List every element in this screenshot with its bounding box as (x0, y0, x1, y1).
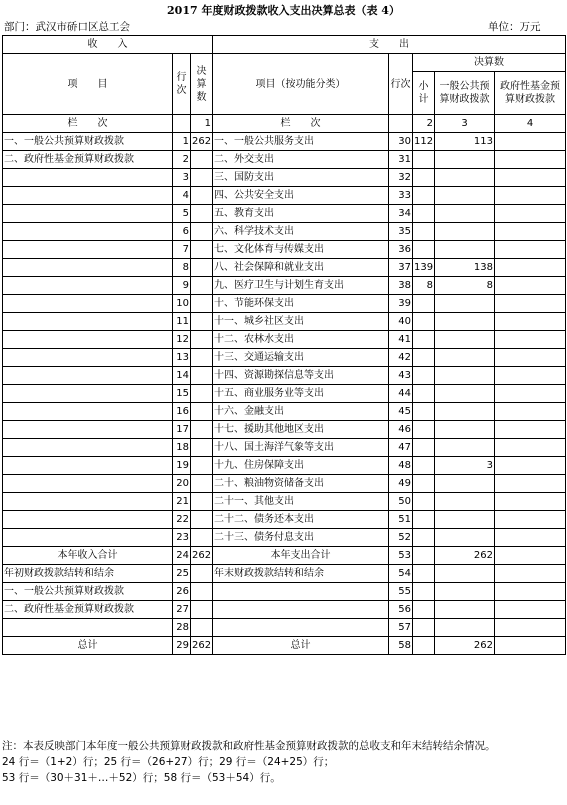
expense-item-cell: 十八、国土海洋气象等支出 (213, 439, 389, 457)
general-budget-header: 一般公共预算财政拨款 (435, 72, 495, 115)
income-row-no-cell: 25 (173, 565, 191, 583)
subtotal-cell (413, 295, 435, 313)
fund-budget-cell (495, 295, 566, 313)
expense-item-cell (213, 619, 389, 637)
income-amount-cell (191, 313, 213, 331)
expense-item-cell: 十七、援助其他地区支出 (213, 421, 389, 439)
income-amount-cell (191, 367, 213, 385)
table-row (3, 403, 566, 421)
expense-item-cell: 十、节能环保支出 (213, 295, 389, 313)
general-budget-cell (435, 313, 495, 331)
expense-item-cell: 本年支出合计 (213, 547, 389, 565)
income-amount-cell (191, 187, 213, 205)
table-row (3, 187, 566, 205)
general-budget-cell: 262 (435, 547, 495, 565)
income-amount-cell (191, 583, 213, 601)
table-row (3, 511, 566, 529)
income-item-cell (3, 367, 173, 385)
settlement-header: 决算数 (413, 54, 566, 72)
table-row (3, 133, 566, 151)
fund-budget-cell (495, 349, 566, 367)
income-row-no-cell: 15 (173, 385, 191, 403)
income-row-no-cell: 10 (173, 295, 191, 313)
fund-budget-cell (495, 277, 566, 295)
fund-budget-cell (495, 529, 566, 547)
expense-header: 支 出 (213, 36, 566, 54)
table-row (3, 547, 566, 565)
expense-row-no-cell: 50 (389, 493, 413, 511)
table-row (3, 439, 566, 457)
subtotal-cell (413, 421, 435, 439)
expense-row-no-cell: 37 (389, 259, 413, 277)
expense-row-no-cell: 43 (389, 367, 413, 385)
income-item-cell (3, 421, 173, 439)
income-item-cell (3, 259, 173, 277)
expense-item-cell (213, 583, 389, 601)
income-amount-cell (191, 511, 213, 529)
expense-row-no-cell: 58 (389, 637, 413, 655)
general-budget-cell (435, 241, 495, 259)
general-budget-cell (435, 187, 495, 205)
general-budget-cell (435, 619, 495, 637)
income-row-no-cell: 23 (173, 529, 191, 547)
income-amount-cell (191, 385, 213, 403)
income-row-no-cell: 26 (173, 583, 191, 601)
income-row-no-cell: 20 (173, 475, 191, 493)
expense-item-cell: 四、公共安全支出 (213, 187, 389, 205)
expense-row-no-cell: 45 (389, 403, 413, 421)
income-amount-header: 决算数 (191, 54, 213, 115)
table-row (3, 529, 566, 547)
income-amount-cell (191, 331, 213, 349)
general-budget-cell (435, 295, 495, 313)
income-amount-cell (191, 241, 213, 259)
fund-budget-cell (495, 457, 566, 475)
expense-item-cell: 二、外交支出 (213, 151, 389, 169)
income-item-cell (3, 529, 173, 547)
general-budget-cell (435, 511, 495, 529)
income-item-cell (3, 331, 173, 349)
income-amount-cell: 262 (191, 637, 213, 655)
subtotal-cell (413, 547, 435, 565)
general-budget-cell (435, 205, 495, 223)
expense-row-no-cell: 48 (389, 457, 413, 475)
expense-row-no-cell: 35 (389, 223, 413, 241)
table-row (3, 367, 566, 385)
fund-budget-cell (495, 187, 566, 205)
subtotal-cell (413, 565, 435, 583)
footnote-line: 24 行＝（1+2）行；25 行＝（26+27）行；29 行＝（24+25）行； (2, 756, 335, 768)
general-budget-cell (435, 583, 495, 601)
table-row (3, 583, 566, 601)
income-item-cell (3, 349, 173, 367)
subtotal-cell (413, 493, 435, 511)
income-item-cell (3, 493, 173, 511)
subtotal-cell: 8 (413, 277, 435, 295)
expense-row-no-cell: 57 (389, 619, 413, 637)
fund-budget-cell (495, 583, 566, 601)
general-budget-cell: 8 (435, 277, 495, 295)
general-budget-cell (435, 475, 495, 493)
income-row-no-cell: 7 (173, 241, 191, 259)
subtotal-cell (413, 241, 435, 259)
fund-budget-cell (495, 601, 566, 619)
expense-item-cell: 十六、金融支出 (213, 403, 389, 421)
expense-item-cell: 三、国防支出 (213, 169, 389, 187)
subtotal-cell (413, 169, 435, 187)
table-row (3, 277, 566, 295)
fund-budget-cell (495, 493, 566, 511)
column-label-empty (173, 115, 191, 133)
expense-item-cell: 年末财政拨款结转和结余 (213, 565, 389, 583)
subtotal-cell: 139 (413, 259, 435, 277)
table-row (3, 223, 566, 241)
expense-row-no-cell: 51 (389, 511, 413, 529)
general-budget-cell: 138 (435, 259, 495, 277)
general-budget-cell (435, 565, 495, 583)
table-row (3, 313, 566, 331)
subtotal-cell: 112 (413, 133, 435, 151)
income-amount-cell (191, 349, 213, 367)
table-row (3, 601, 566, 619)
fund-budget-cell (495, 259, 566, 277)
income-item-cell (3, 223, 173, 241)
subtotal-cell (413, 475, 435, 493)
expense-item-cell: 十九、住房保障支出 (213, 457, 389, 475)
income-amount-cell (191, 457, 213, 475)
expense-row-no-cell: 30 (389, 133, 413, 151)
income-item-cell (3, 385, 173, 403)
subtotal-header: 小计 (413, 72, 435, 115)
general-budget-cell (435, 403, 495, 421)
income-amount-cell (191, 259, 213, 277)
general-budget-cell (435, 223, 495, 241)
table-row (3, 169, 566, 187)
table-row (3, 637, 566, 655)
column-index-4: 4 (495, 115, 566, 133)
table-row (3, 385, 566, 403)
subtotal-cell (413, 529, 435, 547)
subtotal-cell (413, 367, 435, 385)
income-amount-cell (191, 295, 213, 313)
expense-row-no-cell: 52 (389, 529, 413, 547)
table-row (3, 457, 566, 475)
expense-row-no-cell: 39 (389, 295, 413, 313)
income-row-no-cell: 3 (173, 169, 191, 187)
column-label: 栏 次 (3, 115, 173, 133)
fund-budget-cell (495, 169, 566, 187)
income-row-no-cell: 22 (173, 511, 191, 529)
subtotal-cell (413, 439, 435, 457)
subtotal-cell (413, 583, 435, 601)
income-item-cell: 年初财政拨款结转和结余 (3, 565, 173, 583)
table-row (3, 205, 566, 223)
income-item-cell: 二、政府性基金预算财政拨款 (3, 601, 173, 619)
expense-row-no-cell: 33 (389, 187, 413, 205)
expense-item-cell: 二十一、其他支出 (213, 493, 389, 511)
income-amount-cell (191, 493, 213, 511)
expense-row-no-header: 行次 (389, 54, 413, 115)
general-budget-cell: 113 (435, 133, 495, 151)
expense-row-no-cell: 49 (389, 475, 413, 493)
expense-row-no-cell: 38 (389, 277, 413, 295)
fund-budget-cell (495, 313, 566, 331)
income-row-no-cell: 17 (173, 421, 191, 439)
income-item-cell (3, 277, 173, 295)
table-row (3, 421, 566, 439)
column-label-empty (389, 115, 413, 133)
general-budget-cell: 3 (435, 457, 495, 475)
fund-budget-cell (495, 403, 566, 421)
unit-label: 单位：万元 (488, 21, 541, 33)
fund-budget-cell (495, 565, 566, 583)
expense-row-no-cell: 53 (389, 547, 413, 565)
subtotal-cell (413, 511, 435, 529)
table-row (3, 151, 566, 169)
expense-item-cell: 十四、资源勘探信息等支出 (213, 367, 389, 385)
expense-item-cell: 七、文化体育与传媒支出 (213, 241, 389, 259)
income-item-cell (3, 187, 173, 205)
table-row (3, 475, 566, 493)
expense-row-no-cell: 41 (389, 331, 413, 349)
income-row-no-cell: 4 (173, 187, 191, 205)
income-item-header: 项 目 (3, 54, 173, 115)
fund-budget-cell (495, 547, 566, 565)
income-item-cell: 二、政府性基金预算财政拨款 (3, 151, 173, 169)
income-amount-cell: 262 (191, 547, 213, 565)
fund-budget-cell (495, 421, 566, 439)
income-amount-cell (191, 619, 213, 637)
income-row-no-cell: 12 (173, 331, 191, 349)
expense-row-no-cell: 34 (389, 205, 413, 223)
general-budget-cell (435, 349, 495, 367)
general-budget-cell (435, 367, 495, 385)
income-item-cell (3, 295, 173, 313)
fund-budget-cell (495, 367, 566, 385)
income-amount-cell (191, 565, 213, 583)
fund-budget-cell (495, 619, 566, 637)
income-amount-cell (191, 403, 213, 421)
income-item-cell (3, 619, 173, 637)
income-row-no-cell: 2 (173, 151, 191, 169)
income-item-cell (3, 439, 173, 457)
fund-budget-cell (495, 475, 566, 493)
expense-row-no-cell: 32 (389, 169, 413, 187)
income-row-no-header: 行次 (173, 54, 191, 115)
income-amount-cell (191, 421, 213, 439)
general-budget-cell: 262 (435, 637, 495, 655)
income-amount-cell (191, 277, 213, 295)
income-row-no-cell: 8 (173, 259, 191, 277)
income-amount-cell (191, 439, 213, 457)
expense-item-cell (213, 601, 389, 619)
general-budget-cell (435, 385, 495, 403)
income-row-no-cell: 11 (173, 313, 191, 331)
budget-table (2, 35, 566, 655)
table-row (3, 331, 566, 349)
header-row-2 (3, 54, 566, 72)
expense-item-cell: 十五、商业服务业等支出 (213, 385, 389, 403)
column-index-3: 3 (435, 115, 495, 133)
income-item-cell: 本年收入合计 (3, 547, 173, 565)
income-item-cell: 一、一般公共预算财政拨款 (3, 133, 173, 151)
income-item-cell (3, 313, 173, 331)
fund-budget-cell (495, 151, 566, 169)
table-row (3, 493, 566, 511)
income-row-no-cell: 28 (173, 619, 191, 637)
income-amount-cell (191, 151, 213, 169)
expense-row-no-cell: 46 (389, 421, 413, 439)
fund-budget-cell (495, 223, 566, 241)
income-item-cell (3, 475, 173, 493)
expense-row-no-cell: 42 (389, 349, 413, 367)
income-item-cell: 一、一般公共预算财政拨款 (3, 583, 173, 601)
fund-budget-cell (495, 637, 566, 655)
expense-row-no-cell: 55 (389, 583, 413, 601)
expense-item-cell: 二十三、债务付息支出 (213, 529, 389, 547)
expense-item-cell: 六、科学技术支出 (213, 223, 389, 241)
expense-row-no-cell: 36 (389, 241, 413, 259)
expense-item-cell: 总计 (213, 637, 389, 655)
report-title: 2017 年度财政拨款收入支出决算总表（表 4） (167, 4, 400, 17)
general-budget-cell (435, 439, 495, 457)
income-amount-cell (191, 223, 213, 241)
column-index-row (3, 115, 566, 133)
expense-item-cell: 九、医疗卫生与计划生育支出 (213, 277, 389, 295)
income-header: 收 入 (3, 36, 213, 54)
subtotal-cell (413, 313, 435, 331)
fund-budget-cell (495, 133, 566, 151)
expense-item-cell: 十三、交通运输支出 (213, 349, 389, 367)
fund-budget-cell (495, 511, 566, 529)
income-row-no-cell: 14 (173, 367, 191, 385)
table-row (3, 241, 566, 259)
department-label: 部门：武汉市硚口区总工会 (4, 21, 130, 33)
income-row-no-cell: 19 (173, 457, 191, 475)
expense-item-cell: 一、一般公共服务支出 (213, 133, 389, 151)
income-item-cell: 总计 (3, 637, 173, 655)
income-row-no-cell: 5 (173, 205, 191, 223)
income-amount-cell (191, 475, 213, 493)
fund-budget-header: 政府性基金预算财政拨款 (495, 72, 566, 115)
general-budget-cell (435, 601, 495, 619)
general-budget-cell (435, 151, 495, 169)
expense-row-no-cell: 40 (389, 313, 413, 331)
income-item-cell (3, 457, 173, 475)
expense-item-cell: 十二、农林水支出 (213, 331, 389, 349)
income-row-no-cell: 18 (173, 439, 191, 457)
income-amount-cell (191, 205, 213, 223)
fund-budget-cell (495, 205, 566, 223)
income-row-no-cell: 21 (173, 493, 191, 511)
footnote-line: 注：本表反映部门本年度一般公共预算财政拨款和政府性基金预算财政拨款的总收支和年末结转结余情况。 (2, 740, 496, 752)
fund-budget-cell (495, 439, 566, 457)
income-row-no-cell: 13 (173, 349, 191, 367)
income-item-cell (3, 205, 173, 223)
expense-item-cell: 二十、粮油物资储备支出 (213, 475, 389, 493)
column-index-2: 2 (413, 115, 435, 133)
income-item-cell (3, 511, 173, 529)
subtotal-cell (413, 619, 435, 637)
income-row-no-cell: 16 (173, 403, 191, 421)
subtotal-cell (413, 349, 435, 367)
income-amount-cell (191, 169, 213, 187)
income-row-no-cell: 29 (173, 637, 191, 655)
subtotal-cell (413, 205, 435, 223)
income-amount-cell (191, 601, 213, 619)
income-row-no-cell: 6 (173, 223, 191, 241)
expense-row-no-cell: 31 (389, 151, 413, 169)
subtotal-cell (413, 457, 435, 475)
subtotal-cell (413, 331, 435, 349)
table-row (3, 259, 566, 277)
general-budget-cell (435, 493, 495, 511)
fund-budget-cell (495, 241, 566, 259)
footnote (2, 738, 562, 786)
expense-row-no-cell: 54 (389, 565, 413, 583)
general-budget-cell (435, 421, 495, 439)
expense-row-no-cell: 56 (389, 601, 413, 619)
expense-item-cell: 八、社会保障和就业支出 (213, 259, 389, 277)
subtotal-cell (413, 601, 435, 619)
income-amount-cell (191, 529, 213, 547)
income-row-no-cell: 1 (173, 133, 191, 151)
expense-row-no-cell: 47 (389, 439, 413, 457)
income-row-no-cell: 9 (173, 277, 191, 295)
subtotal-cell (413, 637, 435, 655)
subtotal-cell (413, 403, 435, 421)
income-item-cell (3, 169, 173, 187)
general-budget-cell (435, 169, 495, 187)
fund-budget-cell (495, 331, 566, 349)
footnote-line: 53 行＝（30＋31＋…＋52）行；58 行＝（53＋54）行。 (2, 772, 281, 784)
subtotal-cell (413, 385, 435, 403)
table-row (3, 349, 566, 367)
column-label: 栏 次 (213, 115, 389, 133)
expense-item-cell: 二十二、债务还本支出 (213, 511, 389, 529)
income-item-cell (3, 241, 173, 259)
expense-item-cell: 十一、城乡社区支出 (213, 313, 389, 331)
income-item-cell (3, 403, 173, 421)
income-row-no-cell: 27 (173, 601, 191, 619)
header-row-1 (3, 36, 566, 54)
subtotal-cell (413, 187, 435, 205)
subtotal-cell (413, 223, 435, 241)
general-budget-cell (435, 529, 495, 547)
column-index-1: 1 (191, 115, 213, 133)
table-row (3, 295, 566, 313)
table-body (3, 133, 566, 655)
expense-item-header: 项目（按功能分类） (213, 54, 389, 115)
general-budget-cell (435, 331, 495, 349)
fund-budget-cell (495, 385, 566, 403)
expense-item-cell: 五、教育支出 (213, 205, 389, 223)
income-row-no-cell: 24 (173, 547, 191, 565)
expense-row-no-cell: 44 (389, 385, 413, 403)
table-row (3, 565, 566, 583)
table-row (3, 619, 566, 637)
income-amount-cell: 262 (191, 133, 213, 151)
subtotal-cell (413, 151, 435, 169)
